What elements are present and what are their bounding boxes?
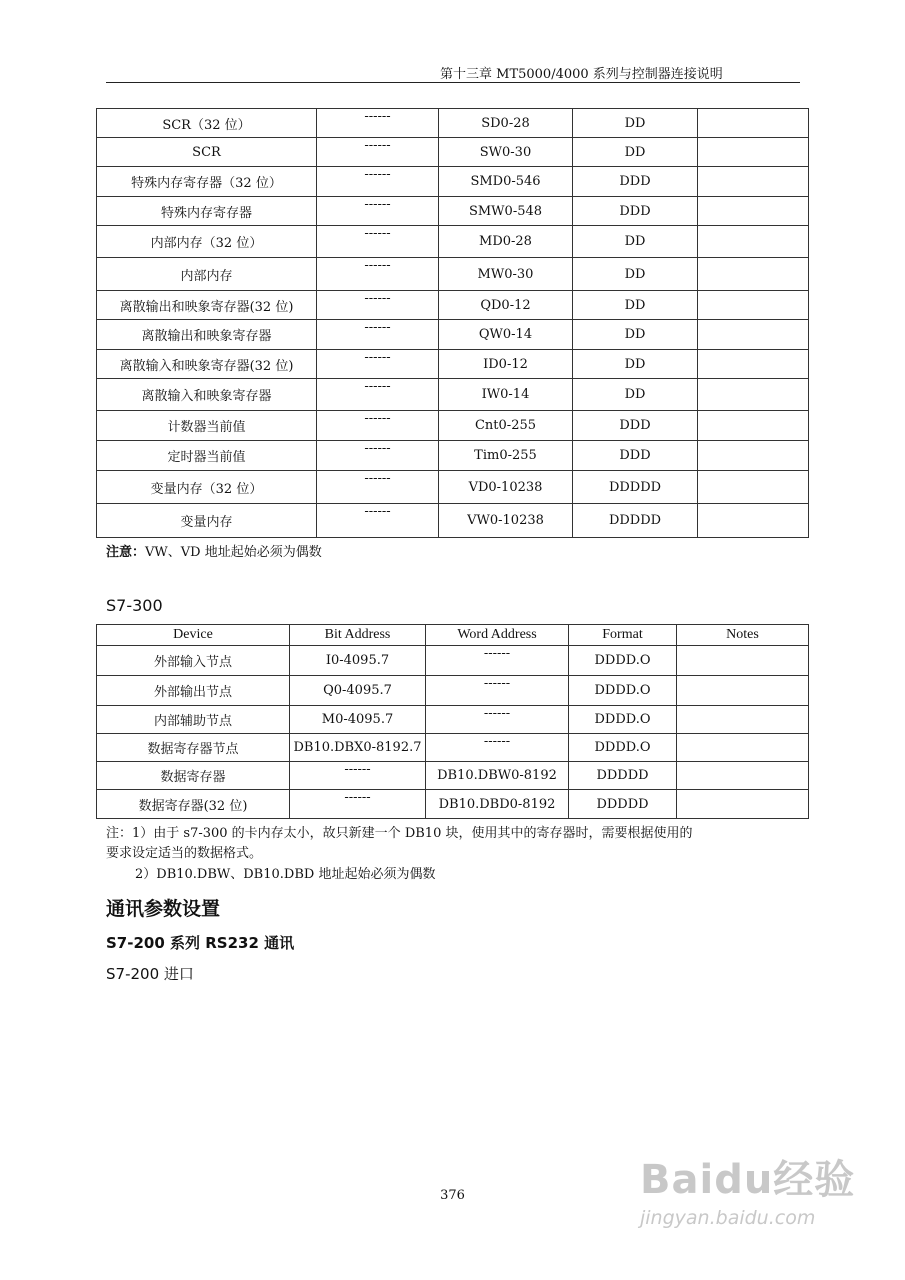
table-row bbox=[97, 441, 809, 471]
table-cell: 外部输入节点 bbox=[97, 646, 290, 676]
table-cell: DDD bbox=[573, 441, 698, 471]
table-cell: DDDDD bbox=[569, 762, 677, 790]
table-cell: ------ bbox=[426, 734, 569, 762]
table-cell: 变量内存（32 位） bbox=[97, 471, 317, 504]
table-cell: DDDD.O bbox=[569, 734, 677, 762]
table-cell: DD bbox=[573, 291, 698, 320]
s7-300-note2: 2）DB10.DBW、DB10.DBD 地址起始必须为偶数 bbox=[135, 867, 436, 882]
table-cell: ------ bbox=[317, 167, 439, 197]
table-cell: DDD bbox=[573, 167, 698, 197]
table-cell: 离散输出和映象寄存器 bbox=[97, 320, 317, 350]
s7-300-note1-line1: 注：1）由于 s7-300 的卡内存太小，故只新建一个 DB10 块，使用其中的寄存器时，需要根据使用的 bbox=[106, 826, 693, 841]
table-cell: ------ bbox=[317, 411, 439, 441]
table-cell: Tim0-255 bbox=[439, 441, 573, 471]
table-cell: ------ bbox=[317, 379, 439, 411]
table-cell: SCR bbox=[97, 138, 317, 167]
table-row bbox=[97, 291, 809, 320]
table-row bbox=[97, 258, 809, 291]
table-cell: DB10.DBX0-8192.7 bbox=[290, 734, 426, 762]
table-cell: ------ bbox=[317, 226, 439, 258]
table-cell: DDD bbox=[573, 197, 698, 226]
table-row bbox=[97, 411, 809, 441]
table-cell: ------ bbox=[317, 504, 439, 538]
table-cell: 内部内存（32 位） bbox=[97, 226, 317, 258]
table-row bbox=[97, 471, 809, 504]
table-cell: SCR（32 位） bbox=[97, 109, 317, 138]
header-rule bbox=[106, 82, 800, 83]
table-cell: DD bbox=[573, 320, 698, 350]
table-cell: ------ bbox=[426, 706, 569, 734]
table-cell: DDDDD bbox=[569, 790, 677, 819]
table-cell: ------ bbox=[317, 138, 439, 167]
s7-300-title: S7-300 bbox=[106, 596, 163, 615]
table-cell: 特殊内存寄存器（32 位） bbox=[97, 167, 317, 197]
table-cell bbox=[698, 258, 809, 291]
table-cell: 离散输出和映象寄存器(32 位) bbox=[97, 291, 317, 320]
table-cell: DD bbox=[573, 258, 698, 291]
table-cell: DDD bbox=[573, 411, 698, 441]
table-cell: 特殊内存寄存器 bbox=[97, 197, 317, 226]
table1-note-text: VW、VD 地址起始必须为偶数 bbox=[145, 545, 322, 560]
table-cell: ------ bbox=[317, 197, 439, 226]
table-cell: SW0-30 bbox=[439, 138, 573, 167]
table-cell: ------ bbox=[426, 676, 569, 706]
table-cell: 数据寄存器 bbox=[97, 762, 290, 790]
column-header: Bit Address bbox=[290, 625, 426, 646]
table-cell bbox=[677, 706, 809, 734]
table-cell bbox=[698, 320, 809, 350]
table-cell: VD0-10238 bbox=[439, 471, 573, 504]
table-cell: 数据寄存器(32 位) bbox=[97, 790, 290, 819]
watermark-logo: Baidu经验 bbox=[640, 1157, 856, 1203]
comm-params-heading: 通讯参数设置 bbox=[106, 898, 221, 920]
table-row bbox=[97, 167, 809, 197]
table-cell: 离散输入和映象寄存器(32 位) bbox=[97, 350, 317, 379]
table-cell bbox=[677, 676, 809, 706]
table-cell bbox=[698, 109, 809, 138]
table-cell: IW0-14 bbox=[439, 379, 573, 411]
table-row bbox=[97, 379, 809, 411]
s7-300-address-table bbox=[96, 624, 809, 819]
table-cell bbox=[698, 379, 809, 411]
chapter-header-title: 第十三章 MT5000/4000 系列与控制器连接说明 bbox=[440, 67, 723, 82]
column-header: Device bbox=[97, 625, 290, 646]
table1-note bbox=[106, 541, 322, 560]
table-cell: 内部辅助节点 bbox=[97, 706, 290, 734]
table-cell: 数据寄存器节点 bbox=[97, 734, 290, 762]
table-cell: M0-4095.7 bbox=[290, 706, 426, 734]
table-cell: 定时器当前值 bbox=[97, 441, 317, 471]
table-cell: ------ bbox=[317, 350, 439, 379]
table-cell bbox=[698, 471, 809, 504]
table-cell: DD bbox=[573, 379, 698, 411]
table-row bbox=[97, 706, 809, 734]
watermark-url: jingyan.baidu.com bbox=[640, 1207, 816, 1229]
table-row bbox=[97, 109, 809, 138]
table-row bbox=[97, 504, 809, 538]
table-cell bbox=[677, 762, 809, 790]
s7-200-port-heading: S7-200 进口 bbox=[106, 965, 194, 983]
s7-200-rs232-heading: S7-200 系列 RS232 通讯 bbox=[106, 934, 295, 952]
table-row bbox=[97, 350, 809, 379]
column-header: Notes bbox=[677, 625, 809, 646]
table-cell: VW0-10238 bbox=[439, 504, 573, 538]
baidu-jingyan-watermark bbox=[640, 1148, 890, 1268]
table-cell: DDDD.O bbox=[569, 676, 677, 706]
table-cell: ------ bbox=[317, 258, 439, 291]
table-cell bbox=[698, 504, 809, 538]
table-cell: QD0-12 bbox=[439, 291, 573, 320]
table-cell: ------ bbox=[317, 320, 439, 350]
table-row bbox=[97, 734, 809, 762]
table-cell bbox=[698, 138, 809, 167]
table-cell: DDDDD bbox=[573, 471, 698, 504]
table-row bbox=[97, 197, 809, 226]
table-cell: DD bbox=[573, 138, 698, 167]
table-cell: I0-4095.7 bbox=[290, 646, 426, 676]
table-cell bbox=[698, 291, 809, 320]
table-cell: SMD0-546 bbox=[439, 167, 573, 197]
table-cell: MD0-28 bbox=[439, 226, 573, 258]
page-number: 376 bbox=[440, 1188, 465, 1203]
s7-300-note1-line2: 要求设定适当的数据格式。 bbox=[106, 846, 263, 861]
table-cell: MW0-30 bbox=[439, 258, 573, 291]
table-cell: DDDD.O bbox=[569, 646, 677, 676]
column-header: Format bbox=[569, 625, 677, 646]
table-row bbox=[97, 320, 809, 350]
table-cell: 离散输入和映象寄存器 bbox=[97, 379, 317, 411]
table-cell: ------ bbox=[317, 471, 439, 504]
table-row bbox=[97, 790, 809, 819]
table-cell: ------ bbox=[317, 291, 439, 320]
table-cell: DD bbox=[573, 350, 698, 379]
table-cell: ------ bbox=[317, 109, 439, 138]
table-cell bbox=[677, 790, 809, 819]
table1-note-label: 注意： bbox=[106, 545, 146, 560]
table-cell: 变量内存 bbox=[97, 504, 317, 538]
table-row bbox=[97, 646, 809, 676]
table-cell bbox=[698, 350, 809, 379]
table-cell bbox=[698, 167, 809, 197]
table-cell: ------ bbox=[290, 762, 426, 790]
table-cell: ID0-12 bbox=[439, 350, 573, 379]
table-cell: ------ bbox=[290, 790, 426, 819]
column-header: Word Address bbox=[426, 625, 569, 646]
table-cell bbox=[677, 734, 809, 762]
s7-200-address-table bbox=[96, 108, 809, 538]
table-row bbox=[97, 226, 809, 258]
table-cell bbox=[698, 441, 809, 471]
table-cell bbox=[698, 197, 809, 226]
table-cell bbox=[677, 646, 809, 676]
table-cell bbox=[698, 226, 809, 258]
table-cell: Cnt0-255 bbox=[439, 411, 573, 441]
table-cell: 外部输出节点 bbox=[97, 676, 290, 706]
table-cell: QW0-14 bbox=[439, 320, 573, 350]
table-cell: DDDD.O bbox=[569, 706, 677, 734]
table-cell: SMW0-548 bbox=[439, 197, 573, 226]
table-cell: DDDDD bbox=[573, 504, 698, 538]
table-cell: 内部内存 bbox=[97, 258, 317, 291]
table-row bbox=[97, 676, 809, 706]
table-row bbox=[97, 138, 809, 167]
table-cell: DD bbox=[573, 226, 698, 258]
table-cell: SD0-28 bbox=[439, 109, 573, 138]
table-cell: 计数器当前值 bbox=[97, 411, 317, 441]
table-cell: Q0-4095.7 bbox=[290, 676, 426, 706]
table-cell bbox=[698, 411, 809, 441]
table-cell: ------ bbox=[317, 441, 439, 471]
table-cell: ------ bbox=[426, 646, 569, 676]
table-row bbox=[97, 762, 809, 790]
table-cell: DB10.DBW0-8192 bbox=[426, 762, 569, 790]
table-cell: DB10.DBD0-8192 bbox=[426, 790, 569, 819]
table-cell: DD bbox=[573, 109, 698, 138]
